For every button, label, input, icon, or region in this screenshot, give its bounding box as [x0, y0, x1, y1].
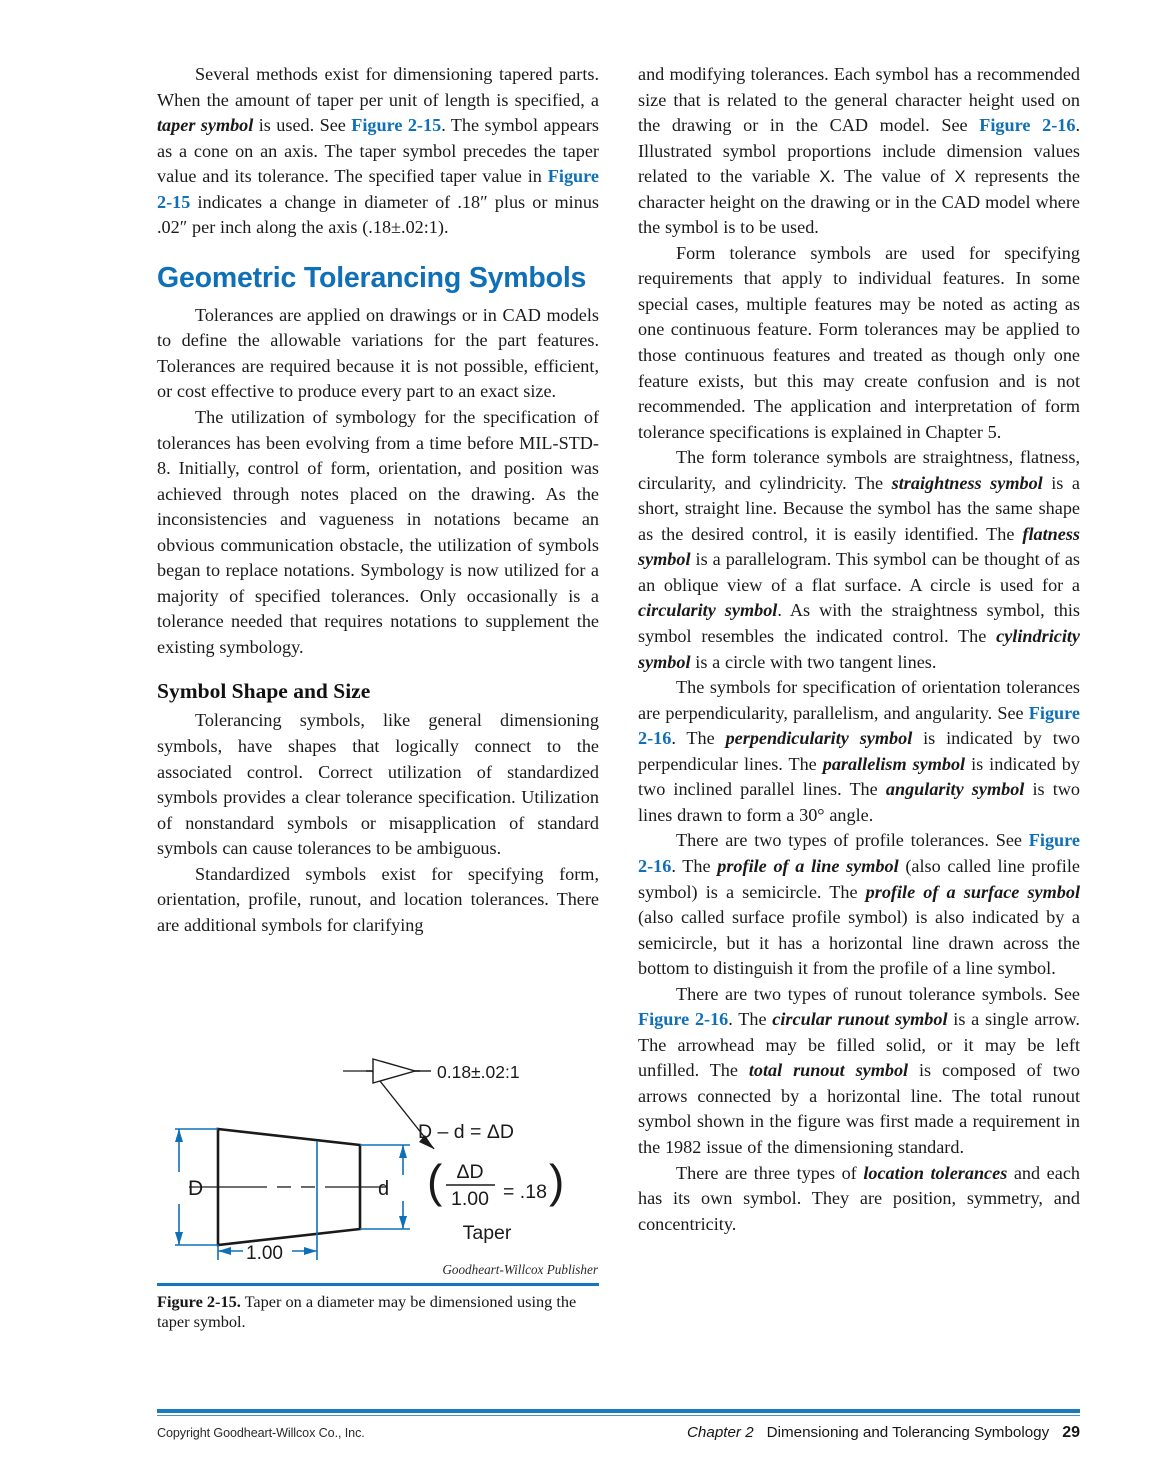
text-run: There are two types of runout tolerance symbols. See: [676, 983, 1080, 1004]
key-term: profile of a surface symbol: [865, 881, 1080, 902]
paragraph: [157, 708, 599, 861]
left-column: [157, 62, 599, 938]
taper-symbol: [366, 1059, 420, 1083]
figure-reference: Figure 2-15: [157, 166, 599, 212]
paren-close: ): [549, 1155, 565, 1207]
text-run: is composed of two arrows connected by a horizontal line. The total runout symbol shown in the figure was first made a requirement in the 1982 issue of the dimensioning standard.: [638, 1060, 1080, 1157]
dimension-d-arrow-bottom: [399, 1216, 407, 1229]
paragraph: [638, 1161, 1080, 1238]
text-run: The symbols for specification of orientation tolerances are perpendicularity, parallelism, and angularity. See: [638, 677, 1080, 723]
text-run: is two lines drawn to form a 30° angle.: [638, 779, 1080, 825]
paragraph: [638, 445, 1080, 675]
dimension-length-arrow-left: [218, 1247, 231, 1255]
key-term: taper symbol: [157, 115, 254, 136]
footer-rule-thick: [157, 1409, 1080, 1413]
paragraph: [638, 241, 1080, 445]
footer-chapter-number: Chapter 2: [686, 1424, 754, 1441]
dimension-D-arrow-top: [175, 1129, 183, 1142]
footer-copyright: Copyright Goodheart-Willcox Co., Inc.: [157, 1426, 365, 1440]
key-term: parallelism symbol: [822, 753, 966, 774]
footer-rule: [157, 1409, 1080, 1416]
text-run: and modifying tolerances. Each symbol has a recommended size that is related to the general character height used on the drawing or in the CAD model. See: [638, 64, 1080, 136]
label-length: 1.00: [246, 1243, 283, 1260]
key-term: circular runout symbol: [772, 1009, 948, 1030]
text-run: is a parallelogram. This symbol can be thought of as an oblique view of a flat surface. A circle is used for a: [638, 549, 1080, 595]
paren-open: (: [427, 1155, 443, 1207]
text-run: . The value of: [830, 166, 955, 187]
figure-divider-rule: [157, 1283, 599, 1286]
text-run: indicates a change in diameter of .18″ plus or minus .02″ per inch along the axis (.18±.02:1).: [157, 191, 599, 238]
figure-reference: Figure 2-16: [979, 115, 1076, 136]
text-run: Tolerancing symbols, like general dimensioning symbols, have shapes that logically connect to the associated control. Correct utilization of standardized symbols provides a clear tolerance specification. Utilization of nonstandard symbols or misapplication of standard symbols can cause tolerances to be ambiguous.: [157, 710, 599, 859]
text-run: is a circle with two tangent lines.: [690, 651, 937, 672]
right-column: [638, 62, 1080, 1237]
text-run: . The: [671, 728, 726, 749]
figure-reference: Figure 2-16: [638, 1009, 729, 1030]
key-term: location tolerances: [863, 1162, 1008, 1183]
text-run: (also called line profile symbol) is a semicircle. The: [638, 855, 1080, 902]
figure-artwork: [157, 1012, 599, 1260]
figure-caption-text: Taper on a diameter may be dimensioned using the taper symbol.: [157, 1291, 577, 1331]
paragraph: [638, 828, 1080, 981]
key-term: perpendicularity symbol: [725, 728, 913, 749]
text-run: and each has its own symbol. They are position, symmetry, and concentricity.: [638, 1162, 1080, 1234]
equation-difference: D – d = ΔD: [418, 1121, 514, 1143]
text-run: Form tolerance symbols are used for specifying requirements that apply to individual features. In some special cases, multiple features may be noted as acting as one continuous feature. Form tolerances may be applied to those continuous features and treated as though only one feature exists, but this may create confusion and is not recommended. The application and interpretation of form tolerance specifications is explained in Chapter 5.: [638, 242, 1080, 442]
text-run: is indicated by two perpendicular lines. The: [638, 728, 1080, 774]
text-run: is a single arrow. The arrowhead may be filled solid, or it may be left unfilled. The: [638, 1009, 1080, 1081]
page-footer: [157, 1424, 1080, 1446]
text-run: There are three types of: [676, 1162, 864, 1183]
footer-rule-thin: [157, 1415, 1080, 1417]
text-run: Several methods exist for dimensioning tapered parts. When the amount of taper per unit of length is specified, a: [157, 64, 599, 110]
key-term: cylindricity symbol: [638, 626, 1080, 672]
paragraph: [157, 862, 599, 939]
figure-credit: Goodheart-Willcox Publisher: [442, 1262, 598, 1277]
paragraph: [157, 405, 599, 660]
text-run: X: [819, 167, 831, 187]
text-run: . As with the straightness symbol, this symbol resembles the indicated control. The: [638, 600, 1080, 647]
fraction-equals: = .18: [503, 1181, 547, 1203]
figure-caption: [157, 1292, 599, 1333]
footer-chapter-title: Dimensioning and Tolerancing Symbology: [766, 1424, 1050, 1441]
figure-reference: Figure 2-16: [638, 830, 1080, 876]
paragraph: [638, 62, 1080, 241]
paragraph: [157, 62, 599, 241]
label-d: d: [378, 1178, 390, 1200]
key-term: profile of a line symbol: [717, 855, 899, 876]
taper-word: Taper: [462, 1222, 512, 1244]
dimension-D-arrow-bottom: [175, 1232, 183, 1245]
paragraph: [638, 982, 1080, 1161]
text-run: is a short, straight line. Because the symbol has the same shape as the desired control, it is easily identified. The: [638, 472, 1081, 544]
text-run: is indicated by two inclined parallel lines. The: [638, 753, 1080, 800]
key-term: total runout symbol: [748, 1060, 909, 1081]
text-run: The utilization of symbology for the specification of tolerances has been evolving from a time before MIL-STD-8. Initially, control of form, orientation, and position was achieved through notes placed on the drawing. As the inconsistencies and vagueness in notations became an obvious communication obstacle, the utilization of symbols began to replace notations. Symbology is now utilized for a majority of specified tolerances. Only occasionally is a tolerance needed that requires notations to supplement the existing symbology.: [157, 407, 599, 657]
fraction-denominator: 1.00: [451, 1188, 489, 1210]
text-run: There are two types of profile tolerances. See: [676, 830, 1029, 851]
text-run: . The symbol appears as a cone on an axis. The taper symbol precedes the taper value and its tolerance. The specified taper value in: [157, 115, 599, 187]
text-run: is used. See: [253, 115, 352, 136]
paragraph: [157, 303, 599, 405]
text-run: The form tolerance symbols are straightness, flatness, circularity, and cylindricity. The: [638, 447, 1080, 493]
text-run: X: [954, 167, 966, 187]
label-D: D: [188, 1177, 204, 1200]
paragraph: [638, 675, 1080, 828]
text-run: . The: [728, 1009, 773, 1030]
dimension-d-arrow-top: [399, 1145, 407, 1158]
text-run: . Illustrated symbol proportions include dimension values related to the variable: [638, 115, 1080, 187]
figure-2-15: [157, 1012, 599, 1333]
key-term: circularity symbol: [638, 600, 778, 621]
text-run: Tolerances are applied on drawings or in CAD models to define the allowable variations for the part features. Tolerances are required because it is not possible, efficient, or cost effective to produce every part to an exact size.: [157, 304, 599, 402]
fraction-numerator: ΔD: [456, 1161, 484, 1183]
subsection-heading: Symbol Shape and Size: [157, 679, 371, 704]
text-run: (also called surface profile symbol) is also indicated by a semicircle, but it has a horizontal line drawn across the bottom to distinguish it from the profile of a line symbol.: [638, 907, 1080, 979]
section-heading: Geometric Tolerancing Symbols: [157, 261, 587, 294]
figure-reference: Figure 2-16: [638, 702, 1080, 749]
dimension-length-arrow-right: [304, 1247, 317, 1255]
key-term: straightness symbol: [891, 472, 1043, 493]
footer-running-head: [687, 1424, 1080, 1442]
key-term: flatness symbol: [638, 523, 1080, 570]
page-number: 29: [1062, 1424, 1080, 1441]
figure-reference: Figure 2-15: [351, 115, 442, 136]
taper-callout-text: 0.18±.02:1: [437, 1062, 520, 1082]
key-term: angularity symbol: [885, 779, 1025, 800]
text-run: Standardized symbols exist for specifying form, orientation, profile, runout, and location tolerances. There are additional symbols for clarifying: [157, 863, 599, 935]
text-run: represents the character height on the drawing or in the CAD model where the symbol is to be used.: [638, 166, 1080, 238]
figure-caption-label: Figure 2-15.: [157, 1291, 241, 1311]
text-run: . The: [671, 855, 718, 876]
